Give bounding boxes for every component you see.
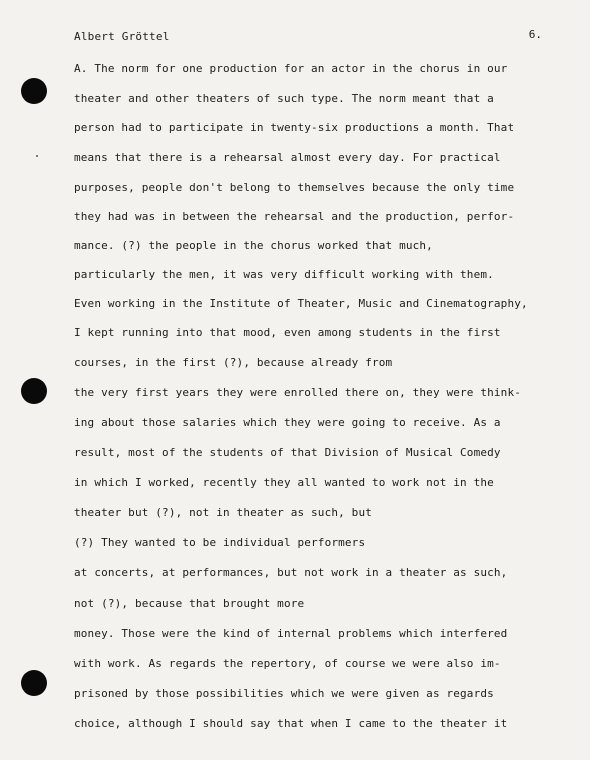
page-number: 6. [528, 28, 542, 41]
header-author-name: Albert Gröttel [74, 30, 170, 43]
text-line: Even working in the Institute of Theater, Music and Cinematography, [74, 297, 528, 310]
text-line: person had to participate in twenty-six productions a month. That [74, 121, 515, 134]
text-line: at concerts, at performances, but not work in a theater as such, [74, 566, 508, 579]
text-line: theater but (?), not in theater as such, but [74, 506, 372, 519]
text-line: they had was in between the rehearsal and the production, perfor- [74, 210, 515, 223]
text-line: with work. As regards the repertory, of course we were also im- [74, 657, 501, 670]
text-line: mance. (?) the people in the chorus worked that much, [74, 239, 433, 252]
text-line: purposes, people don't belong to themselves because the only time [74, 181, 515, 194]
text-line: I kept running into that mood, even among students in the first [74, 326, 501, 339]
binder-hole-top [21, 78, 47, 104]
text-line: choice, although I should say that when I came to the theater it [74, 717, 508, 730]
text-line: particularly the men, it was very difficult working with them. [74, 268, 494, 281]
text-line: the very first years they were enrolled there on, they were think- [74, 386, 521, 399]
text-line: prisoned by those possibilities which we were given as regards [74, 687, 494, 700]
text-line: means that there is a rehearsal almost every day. For practical [74, 151, 501, 164]
binder-hole-middle [21, 378, 47, 404]
text-line: money. Those were the kind of internal problems which interfered [74, 627, 508, 640]
text-line: ing about those salaries which they were going to receive. As a [74, 416, 501, 429]
text-line: A. The norm for one production for an actor in the chorus in our [74, 62, 508, 75]
text-line: theater and other theaters of such type. The norm meant that a [74, 92, 494, 105]
text-line: result, most of the students of that Division of Musical Comedy [74, 446, 501, 459]
text-line: in which I worked, recently they all wanted to work not in the [74, 476, 494, 489]
text-line: (?) They wanted to be individual performers [74, 536, 366, 549]
paper-speck [36, 155, 38, 157]
binder-hole-bottom [21, 670, 47, 696]
text-line: not (?), because that brought more [74, 597, 305, 610]
text-line: courses, in the first (?), because already from [74, 356, 393, 369]
